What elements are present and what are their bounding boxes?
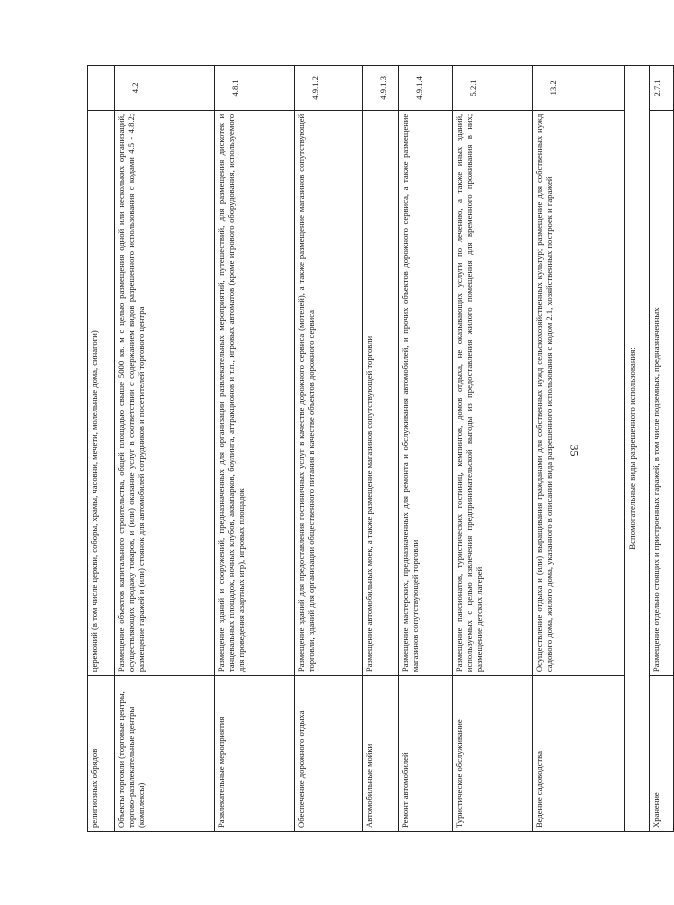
use-name: Ведение садоводства	[533, 676, 625, 832]
table-row	[115, 66, 215, 832]
table-row	[650, 66, 674, 832]
use-description: Размещение мастерских, предназначенных для ремонта и обслуживания автомобилей, и прочих объектов дорожного сервиса, а также размещение магазинов сопутствующей торговли	[399, 110, 453, 675]
land-use-table	[87, 65, 674, 832]
use-description: Размещение пансионатов, туристических гостиниц, кемпингов, домов отдыха, не оказывающих услуги по лечению, а также иных зданий, используемых с целью извлечения предпринимательской выгоды из предоставления жилого помещения для временного проживания в них; размещение детских лагерей	[453, 110, 533, 675]
use-name: Ремонт автомобилей	[399, 676, 453, 832]
section-header: Вспомогательные виды разрешенного использования:	[625, 66, 650, 832]
table-row	[88, 66, 115, 832]
table-row	[363, 66, 399, 832]
use-description: Размещение автомобильных моек, а также размещение магазинов сопутствующей торговли	[363, 110, 399, 675]
use-description: Осуществление отдыха и (или) выращивания гражданами для собственных нужд сельскохозяйственных культур; размещение для собственных нужд садового дома, жилого дома, указанного в описании вида разрешенного использования с кодом 2.1, хозяйственных построек и гаражей	[533, 110, 625, 675]
use-code: 4.9.1.2	[295, 66, 363, 111]
use-code: 4.9.1.4	[399, 66, 453, 111]
use-code: 2.7.1	[650, 66, 674, 111]
use-name: Развлекательные мероприятия	[215, 676, 295, 832]
use-name: Автомобильные мойки	[363, 676, 399, 832]
use-code: 4.8.1	[215, 66, 295, 111]
section-header-row	[625, 66, 650, 832]
use-description: Размещение зданий для предоставления гостиничных услуг в качестве дорожного сервиса (мотелей), а также размещение магазинов сопутствующей торговли, зданий для организации общественного питания в качестве объектов дорожного сервиса	[295, 110, 363, 675]
use-code: 4.9.1.3	[363, 66, 399, 111]
use-code	[88, 66, 115, 111]
table-row	[533, 66, 625, 832]
table-row	[399, 66, 453, 832]
use-description: церемоний (в том числе церкви, соборы, храмы, часовни, мечети, молельные дома, синагоги)	[88, 110, 115, 675]
use-description: Размещение отдельно стоящих и пристроенных гаражей, в том числе подземных, предназначенных	[650, 110, 674, 675]
table-row	[453, 66, 533, 832]
use-code: 4.2	[115, 66, 215, 111]
use-code: 13.2	[533, 66, 625, 111]
table-row	[295, 66, 363, 832]
use-description: Размещение объектов капитального строительства, общей площадью свыше 5000 кв. м с целью размещения одной или нескольких организаций, осуществляющих продажу товаров, и (или) оказание услуг в соответствии с содержанием видов разрешенного использования с кодами 4.5 - 4.8.2; размещение гаражей и (или) стоянок для автомобилей сотрудников и посетителей торгового центра	[115, 110, 215, 675]
page-number: 35	[567, 444, 582, 457]
use-name: Обеспечение дорожного отдыха	[295, 676, 363, 832]
use-name: Туристическое обслуживание	[453, 676, 533, 832]
use-name: Хранение	[650, 676, 674, 832]
use-name: религиозных обрядов	[88, 676, 115, 832]
use-description: Размещение зданий и сооружений, предназначенных для организации развлекательных мероприятий, путешествий, для размещения дискотек и танцевальных площадок, ночных клубов, аквапарков, боулинга, аттракционов и т.п., игровых автоматов (кроме игрового оборудования, используемого для проведения азартных игр), игровых площадок	[215, 110, 295, 675]
use-code: 5.2.1	[453, 66, 533, 111]
table-row	[215, 66, 295, 832]
use-name: Объекты торговли (торговые центры, торгово-развлекательные центры (комплексы)	[115, 676, 215, 832]
